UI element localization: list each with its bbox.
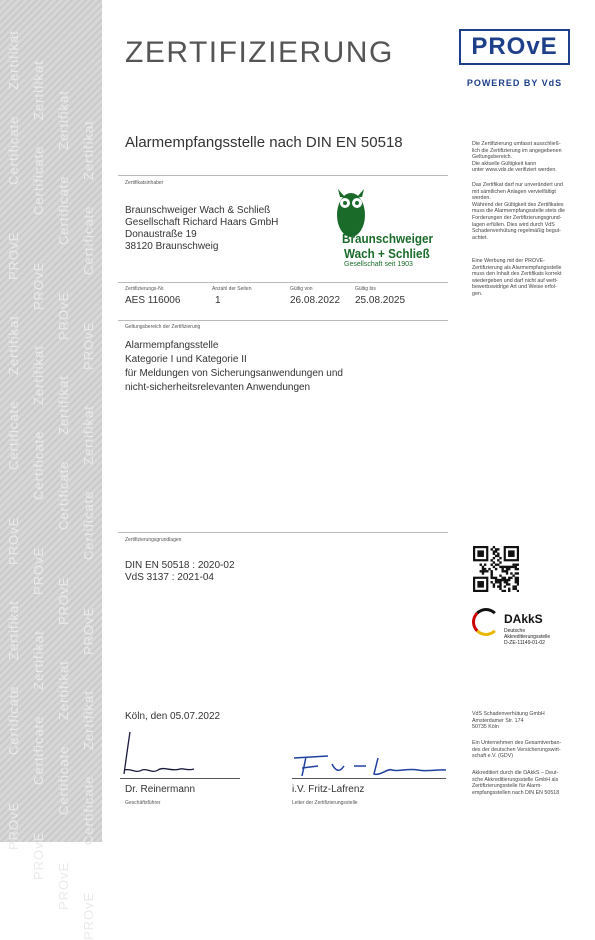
side-note-line: 50735 Köln xyxy=(472,724,499,731)
basis-line: DIN EN 50518 : 2020-02 xyxy=(125,560,235,571)
watermark-text: Certificate xyxy=(81,775,96,845)
signer-name: i.V. Fritz-Lafrenz xyxy=(292,784,365,795)
divider xyxy=(118,282,448,283)
watermark-text: PROvE xyxy=(6,516,21,565)
side-note-line: Während der Gültigkeit des Zertifikates xyxy=(472,201,564,208)
watermark-text: Zertifikat xyxy=(81,690,96,750)
company-logo-line3: Gesellschaft seit 1903 xyxy=(344,261,413,268)
side-note-line: Das Zertifikat darf nur unverändert und xyxy=(472,182,563,188)
signature-line xyxy=(120,778,240,779)
holder-line: Donaustraße 19 xyxy=(125,229,197,240)
side-note-advertising xyxy=(472,258,582,298)
watermark-text: Certificate xyxy=(31,145,46,215)
watermark-text: PROvE xyxy=(81,321,96,370)
holder-line: Gesellschaft Richard Haars GmbH xyxy=(125,217,279,228)
prove-tagline: POWERED BY VdS xyxy=(466,78,563,88)
side-note-line: Geltungsbereich. xyxy=(472,154,513,161)
dakks-text xyxy=(504,628,550,646)
company-logo xyxy=(332,185,452,275)
side-note-line: muss den Inhalt des Zertifikats korrekt xyxy=(472,271,562,278)
valid-from: 26.08.2022 xyxy=(290,295,341,306)
watermark-text: Certificate xyxy=(31,430,46,500)
scope-line: nicht-sicherheitsrelevanten Anwendungen xyxy=(125,382,311,393)
side-note-line: achtet. xyxy=(472,234,488,241)
watermark-text: Zertifikat xyxy=(31,60,46,120)
page-count: 1 xyxy=(215,295,221,306)
prove-logo: PROvE xyxy=(459,29,570,65)
watermark-text: Certificate xyxy=(6,685,21,755)
valid-to: 25.08.2025 xyxy=(355,295,406,306)
qr-code-icon xyxy=(473,546,519,592)
watermark-text: PROvE xyxy=(31,546,46,595)
accreditation-note xyxy=(472,770,582,796)
watermark-text: Zertifikat xyxy=(31,345,46,405)
watermark-text: Zertifikat xyxy=(6,600,21,660)
watermark-text: Certificate xyxy=(31,715,46,785)
watermark-text: Certificate xyxy=(56,460,71,530)
holder-address xyxy=(125,205,278,253)
side-note-line: gen. xyxy=(472,290,483,297)
side-note-validity xyxy=(472,141,582,174)
side-note-line: Schadenverhütung regelmäßig begut- xyxy=(472,228,561,235)
side-note-line: wiedergeben und darf nicht auf wett- xyxy=(472,277,558,284)
side-note-line: lagen erfüllen. Dies wird durch VdS xyxy=(472,221,555,228)
side-note-line: Zertifizierungsstelle für Alarm- xyxy=(472,783,543,790)
watermark-text: Certificate xyxy=(81,490,96,560)
scope-line: Kategorie I und Kategorie II xyxy=(125,354,247,365)
divider xyxy=(118,320,448,321)
divider xyxy=(118,175,448,176)
signature-reinermann xyxy=(118,730,198,778)
watermark-text: Zertifikat xyxy=(6,30,21,90)
watermark-text: Zertifikat xyxy=(56,90,71,150)
dakks-emblem-icon xyxy=(472,608,500,636)
cert-number-label: Zertifizierungs-Nr. xyxy=(125,286,165,292)
watermark-text: PROvE xyxy=(56,291,71,340)
watermark-text: Certificate xyxy=(6,115,21,185)
signature-fritz-lafrenz xyxy=(288,752,448,780)
side-note-line: werden. xyxy=(472,195,491,202)
signature-line xyxy=(292,778,446,779)
side-note-line: unter www.vds.de verifiziert werden. xyxy=(472,167,557,174)
dakks-line: Deutsche xyxy=(504,628,526,634)
cert-number: AES 116006 xyxy=(125,295,181,306)
security-strip: Zertifikat Certificate PROvE Zertifikat Certificate PROvE Zertifikat Certificate PROvE Zertifikat Certificate PROvE Zertifikat Certificate PROvE Zertifikat Certificate PROvE Zertifikat Certificate PROvE Zertifikat Certificate PROvE Zertifikat Certificate PROvE Zertifikat Certificate PROvE Zertifikat Certificate PROvE Zertifikat Certificate PROvE xyxy=(0,0,102,842)
side-note-line: bewerbswidrige Art und Weise erfol- xyxy=(472,284,557,291)
watermark-text: Zertifikat xyxy=(31,630,46,690)
watermark-text: PROvE xyxy=(56,576,71,625)
watermark-text: PROvE xyxy=(6,231,21,280)
dakks-name: DAkkS xyxy=(504,612,543,626)
watermark-text: PROvE xyxy=(31,831,46,880)
page-count-label: Anzahl der Seiten xyxy=(212,286,252,292)
scope-line: für Meldungen von Sicherungsanwendungen und xyxy=(125,368,343,379)
watermark-text: Zertifikat xyxy=(6,315,21,375)
side-note-line: VdS Schadenverhütung GmbH xyxy=(472,711,545,717)
basis-label: Zertifizierungsgrundlagen xyxy=(125,537,182,543)
watermark-text: Certificate xyxy=(56,745,71,815)
watermark-text: PROvE xyxy=(31,261,46,310)
valid-to-label: Gültig bis xyxy=(355,286,376,292)
watermark-text: Zertifikat xyxy=(81,405,96,465)
watermark-text: Zertifikat xyxy=(81,120,96,180)
holder-line: 38120 Braunschweig xyxy=(125,241,219,252)
side-note-line: Forderungen der Zertifizierungsgrund- xyxy=(472,214,562,221)
side-note-line: sche Akkreditierungsstelle GmbH als xyxy=(472,776,559,783)
company-logo-line2: Wach + Schließ xyxy=(344,246,430,261)
basis-text xyxy=(125,560,235,584)
document-title: ZERTIFIZIERUNG xyxy=(125,36,394,69)
dakks-line: D-ZE-11149-01-02 xyxy=(504,640,545,646)
side-note-line: Die Zertifizierung umfasst ausschließ- xyxy=(472,141,561,147)
side-note-line: Eine Werbung mit der PROVE- xyxy=(472,258,545,264)
side-note-line: lich die Zertifizierung im angegebenen xyxy=(472,147,562,154)
dakks-line: Akkreditierungsstelle xyxy=(504,634,551,640)
watermark-text: Zertifikat xyxy=(56,375,71,435)
side-note-line: muss die Alarmempfangsstelle stets die xyxy=(472,208,566,215)
signer-role: Leiter der Zertifizierungsstelle xyxy=(292,800,358,806)
side-note-line: Ein Unternehmen des Gesamtverban- xyxy=(472,740,562,746)
holder-line: Braunschweiger Wach & Schließ xyxy=(125,205,271,216)
dakks-logo xyxy=(472,604,582,654)
watermark-text: PROvE xyxy=(6,801,21,850)
scope-line: Alarmempfangsstelle xyxy=(125,340,219,351)
certificate-heading: Alarmempfangsstelle nach DIN EN 50518 xyxy=(125,134,403,151)
basis-line: VdS 3137 : 2021-04 xyxy=(125,572,214,583)
valid-from-label: Gültig von xyxy=(290,286,313,292)
signer-name: Dr. Reinermann xyxy=(125,784,196,795)
side-note-line: Akkreditiert durch die DAkkS – Deut- xyxy=(472,770,559,776)
side-note-line: schaft e.V. (GDV) xyxy=(472,753,514,760)
watermark-text: PROvE xyxy=(81,606,96,655)
issuer-note xyxy=(472,740,582,760)
company-logo-line1: Braunschweiger xyxy=(342,231,434,246)
divider xyxy=(118,532,448,533)
side-note-line: empfangsstellen nach DIN EN 50518 xyxy=(472,789,560,796)
side-note-copy xyxy=(472,182,582,241)
watermark-text: Zertifikat xyxy=(56,660,71,720)
scope-text xyxy=(125,339,343,395)
side-note-line: Die aktuelle Gültigkeit kann xyxy=(472,160,537,167)
issuer-address xyxy=(472,711,582,731)
side-note-line: des der deutschen Versicherungswirt- xyxy=(472,746,561,753)
watermark-text: Certificate xyxy=(56,175,71,245)
place-date: Köln, den 05.07.2022 xyxy=(125,711,221,722)
watermark-text: Certificate xyxy=(6,400,21,470)
side-note-line: Amsterdamer Str. 174 xyxy=(472,717,524,724)
watermark-text: Certificate xyxy=(81,205,96,275)
holder-label: Zertifikatsinhaber xyxy=(125,180,164,186)
side-note-line: Zertifizierung als Alarmempfangsstelle xyxy=(472,264,562,271)
scope-label: Geltungsbereich der Zertifizierung xyxy=(125,324,201,330)
side-note-line: mit sämtlichen Anlagen vervielfältigt xyxy=(472,188,556,195)
signer-role: Geschäftsführer xyxy=(125,800,161,806)
